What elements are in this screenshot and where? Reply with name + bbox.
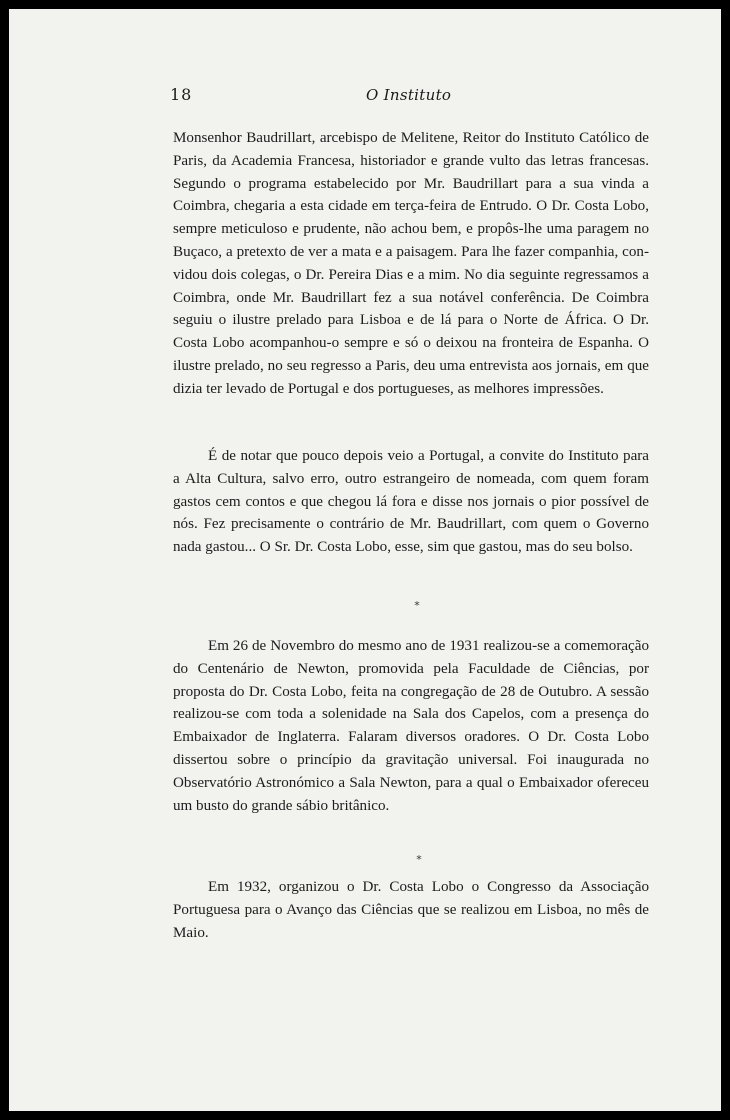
running-title: O Instituto bbox=[366, 86, 452, 104]
paragraph-foreign-visitor: É de notar que pouco depois veio a Portugal, a convite do Instituto para a Alta Cultura, salvo erro, outro estrangeiro de nomeada, com quem foram gastos cem contos e que chegou lá fora e disse nos jornais o pior possível de nós. Fez precisamente o contrário de Mr. Baudrillart, com quem o Governo nada gastou... O Sr. Dr. Costa Lobo, esse, sim que gastou, mas do seu bolso. bbox=[173, 448, 649, 556]
page-number: 18 bbox=[170, 85, 193, 104]
page-header bbox=[9, 85, 721, 109]
section-separator-asterisk: * bbox=[416, 853, 422, 866]
section-separator-asterisk: * bbox=[414, 599, 420, 612]
book-page bbox=[9, 9, 721, 1111]
paragraph-1932-congress: Em 1932, organizou o Dr. Costa Lobo o Congresso da Associação Portuguesa para o Avanço das Ciências que se realizou em Lisboa, no mês de Maio. bbox=[173, 879, 649, 941]
paragraph-newton-centenary: Em 26 de Novembro do mesmo ano de 1931 realizou-se a comemoração do Centenário de Newton, promovida pela Faculdade de Ciências, por proposta do Dr. Costa Lobo, feita na congregação de 28 de Outubro. A sessão realizou-se com toda a solenidade na Sala dos Capelos, com a presença do Embaixador de Inglaterra. Falaram diversos oradores. O Dr. Costa Lobo dissertou sobre o princípio da gravitação universal. Foi inaugurada no Observatório Astronómico a Sala Newton, para a qual o Embaixador ofereceu um busto do grande sábio britânico. bbox=[173, 638, 649, 814]
paragraph-baudrillart-visit: Monsenhor Baudrillart, arcebispo de Melitene, Reitor do Instituto Católico de Paris, da Academia Francesa, historiador e grande vulto das letras francesas. Segundo o programa estabelecido por Mr. Baudrillart para a sua vinda a Coimbra, chegaria a esta cidade em terça-feira de Entrudo. O Dr. Costa Lobo, sempre meticuloso e prudente, não achou bem, e propôs-lhe uma paragem no Buçaco, a pretexto de ver a mata e a paisagem. Para lhe fazer companhia, convidou dois colegas, o Dr. Pereira Dias e a mim. No dia seguinte regressamos a Coimbra, onde Mr. Baudrillart fez a sua notável conferência. De Coimbra seguiu o ilustre prelado para Lisboa e de lá para o Norte de África. O Dr. Costa Lobo acompanhou-o sempre e só o deixou na fronteira de Espanha. O ilustre prelado, no seu regresso a Paris, deu uma entrevista aos jornais, em que dizia ter levado de Portugal e dos portugueses, as melhores impressões. bbox=[173, 130, 649, 397]
